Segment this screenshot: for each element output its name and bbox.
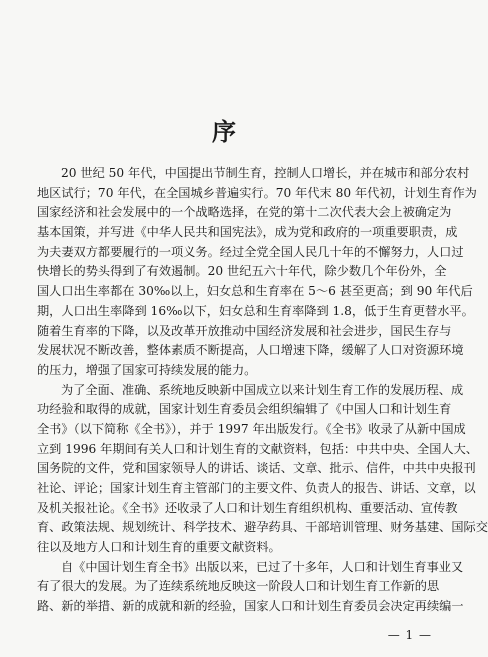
text-line: 国人口出生率都在 30‰以上，妇女总和生育率在 5～6 甚至更高；到 90 年代后 [37,284,473,299]
text-line: 20 世纪 50 年代，中国提出节制生育，控制人口增长，并在城市和部分农村 [61,166,470,180]
text-line: 地区试行；70 年代，在全国城乡普遍实行。70 年代末 80 年代初，计划生育作为 [37,185,477,200]
text-line: 快增长的势头得到了有效遏制。20 世纪五六十年代，除少数几个年份外，全 [37,264,447,279]
text-line: 为夫妻双方都要履行的一项义务。经过全党全国人民几十年的不懈努力，人口过 [37,244,464,259]
text-line: 育、政策法规、规划统计、科学技术、避孕药具、干部培训管理、财务基建、国际交 [37,520,488,535]
text-line: 自《中国计划生育全书》出版以来，已过了十多年，人口和计划生育事业又 [61,559,464,574]
text-line: 及机关报社论。《全书》还收录了人口和计划生育组织机构、重要活动、宣传教 [37,500,458,515]
paragraph [37,164,477,381]
text-line: 随着生育率的下降，以及改革开放推动中国经济发展和社会进步，国民生存与 [37,323,452,338]
text-line: 发展状况不断改善，整体素质不断提高，人口增速下降，缓解了人口对资源环境 [37,343,464,358]
body-text [37,164,488,617]
text-line: 路、新的举措、新的成就和新的经验，国家人口和计划生育委员会决定再续编一 [37,599,464,614]
text-line: 国务院的文件，党和国家领导人的讲话、谈话、文章、批示、信件，中共中央报刊 [37,461,476,476]
text-line: 往以及地方人口和计划生育的重要文献资料。 [37,540,281,555]
page-title: 序 [212,117,238,146]
text-line: 全书》（以下简称《全书》），并于 1997 年出版发行。《全书》收录了从新中国成 [37,421,466,436]
text-line: 的压力，增强了国家可持续发展的能力。 [37,362,257,377]
page-number: — 1 — [387,628,432,642]
text-line: 有了很大的发展。为了连续系统地反映这一阶段人口和计划生育工作新的思 [37,579,440,594]
text-line: 期，人口出生率降到 16‰以下，妇女总和生育率降到 1.8，低于生育更替水平。 [37,303,474,318]
text-line: 社论、评论；国家计划生育主管部门的主要文件、负责人的报告、讲话、文章，以 [37,481,476,495]
text-line: 国家经济和社会发展中的一个战略选择，在党的第十二次代表大会上被确定为 [37,205,452,220]
text-line: 基本国策，并写进《中华人民共和国宪法》，成为党和政府的一项重要职责，成 [37,225,458,240]
paragraph [37,381,488,558]
text-line: 立到 1996 年期间有关人口和计划生育的文献资料，包括：中共中央、全国人大、 [37,441,478,456]
paragraph [37,558,464,617]
text-line: 功经验和取得的成就，国家计划生育委员会组织编辑了《中国人口和计划生育 [37,402,452,417]
text-line: 为了全面、准确、系统地反映新中国成立以来计划生育工作的发展历程、成 [61,382,464,397]
